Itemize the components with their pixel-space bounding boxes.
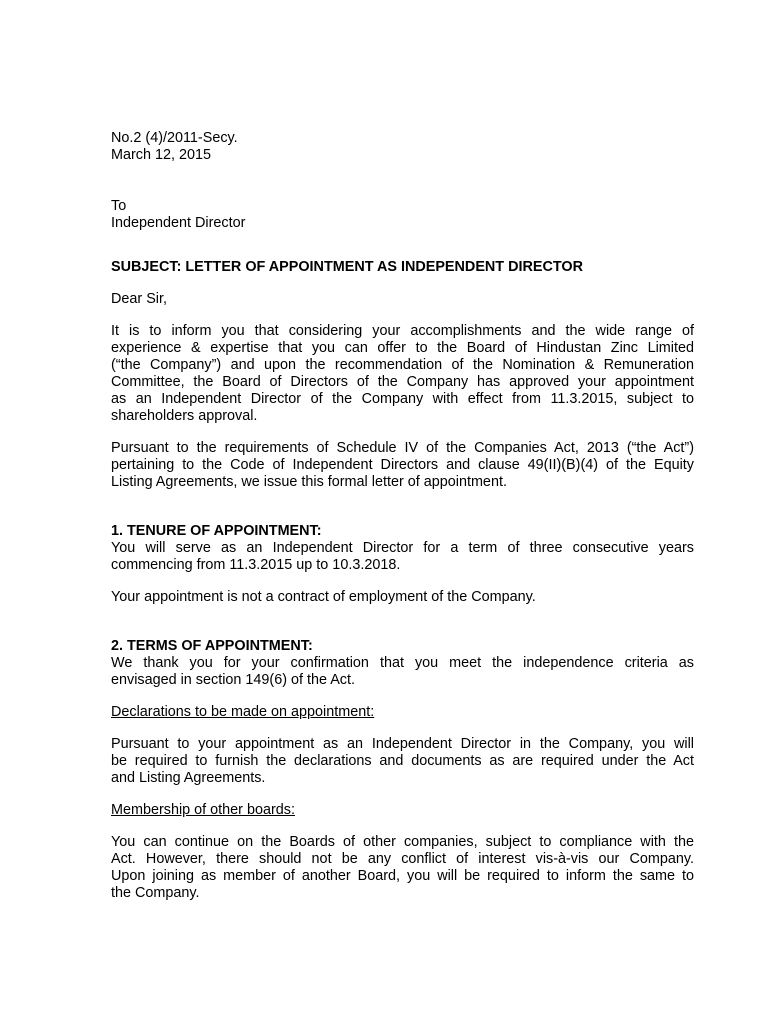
subject-line: SUBJECT: LETTER OF APPOINTMENT AS INDEPENDENT DIRECTOR	[111, 259, 583, 275]
paragraph-line: Pursuant to your appointment as an Independent Director in the Company, you will	[111, 736, 694, 752]
paragraph-line: It is to inform you that considering your accomplishments and the wide range of	[111, 323, 694, 339]
subheading-declarations: Declarations to be made on appointment:	[111, 704, 375, 720]
paragraph-line: commencing from 11.3.2015 up to 10.3.2018.	[111, 557, 401, 573]
letter-date: March 12, 2015	[111, 147, 211, 163]
paragraph-pursuant	[111, 440, 694, 491]
paragraph-line: You will serve as an Independent Director for a term of three consecutive years	[111, 540, 694, 556]
paragraph-line: Upon joining as member of another Board, you will be required to inform the same to	[111, 868, 694, 884]
paragraph-line: as an Independent Director of the Company with effect from 11.3.2015, subject to	[111, 391, 694, 407]
paragraph-line: pertaining to the Code of Independent Directors and clause 49(II)(B)(4) of the Equity	[111, 457, 694, 473]
paragraph-line: (“the Company”) and upon the recommendation of the Nomination & Remuneration	[111, 357, 694, 373]
salutation: Dear Sir,	[111, 291, 167, 307]
paragraph-line: experience & expertise that you can offer to the Board of Hindustan Zinc Limited	[111, 340, 694, 356]
paragraph-line: Act. However, there should not be any conflict of interest vis-à-vis our Company.	[111, 851, 694, 867]
paragraph-line: the Company.	[111, 885, 200, 901]
paragraph-line: and Listing Agreements.	[111, 770, 266, 786]
section-heading: 1. TENURE OF APPOINTMENT:	[111, 523, 322, 539]
to-label: To	[111, 198, 127, 214]
subheading-membership: Membership of other boards:	[111, 802, 295, 818]
letter-body	[111, 130, 694, 902]
paragraph-line: Pursuant to the requirements of Schedule IV of the Companies Act, 2013 (“the Act”)	[111, 440, 694, 456]
employment-note: Your appointment is not a contract of employment of the Company.	[111, 589, 536, 605]
paragraph-line: Listing Agreements, we issue this formal letter of appointment.	[111, 474, 507, 490]
paragraph-line: be required to furnish the declarations and documents as are required under the Act	[111, 753, 694, 769]
recipient: Independent Director	[111, 215, 246, 231]
section-terms	[111, 638, 694, 902]
reference-number: No.2 (4)/2011-Secy.	[111, 130, 238, 146]
paragraph-line: You can continue on the Boards of other companies, subject to compliance with the	[111, 834, 694, 850]
paragraph-line: We thank you for your confirmation that you meet the independence criteria as	[111, 655, 694, 671]
section-tenure	[111, 523, 694, 606]
section-heading: 2. TERMS OF APPOINTMENT:	[111, 638, 313, 654]
paragraph-line: shareholders approval.	[111, 408, 258, 424]
paragraph-line: Committee, the Board of Directors of the Company has approved your appointment	[111, 374, 694, 390]
paragraph-intro	[111, 323, 694, 425]
paragraph-line: envisaged in section 149(6) of the Act.	[111, 672, 355, 688]
